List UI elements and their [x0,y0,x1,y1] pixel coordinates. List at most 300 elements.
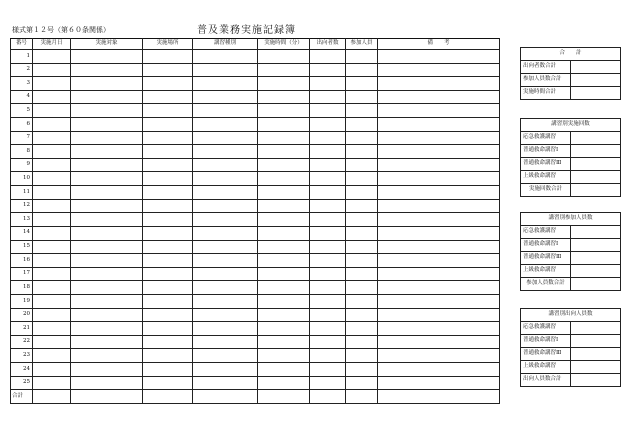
entry-cell[interactable] [346,186,378,200]
entry-cell[interactable] [346,226,378,240]
column-header: 講習種別 [193,39,258,50]
entry-cell[interactable] [71,131,143,145]
course-participants-value-cell[interactable] [571,252,621,265]
entry-cell[interactable] [378,131,500,145]
column-header: 実施対象 [71,39,143,50]
course-participants-total-cell[interactable] [571,278,621,291]
entry-cell[interactable] [310,281,346,295]
entry-cell[interactable] [143,50,193,64]
column-header: 実施月日 [33,39,71,50]
table-row [11,308,500,322]
table-row [11,363,500,377]
entry-cell[interactable] [33,322,71,336]
entry-cell[interactable] [258,90,310,104]
entry-cell[interactable] [143,267,193,281]
entry-cell[interactable] [71,349,143,363]
entry-cell[interactable] [258,118,310,132]
summary-value-cell[interactable] [571,61,621,74]
entry-cell[interactable] [378,77,500,91]
entry-cell[interactable] [258,363,310,377]
summary-title: 合 計 [521,48,621,61]
course-staff-value-cell[interactable] [571,335,621,348]
course-count-value-cell[interactable] [571,132,621,145]
entry-cell[interactable] [193,294,258,308]
row-number: 21 [11,322,33,336]
row-number: 4 [11,90,33,104]
entry-cell[interactable] [71,77,143,91]
table-row [11,226,500,240]
course-count-title: 講習別実施回数 [521,119,621,132]
entry-cell[interactable] [33,172,71,186]
summary-label: 参加人員数合計 [521,74,571,87]
table-row [11,294,500,308]
entry-cell[interactable] [143,63,193,77]
entry-cell[interactable] [143,240,193,254]
entry-cell[interactable] [71,294,143,308]
entry-cell[interactable] [33,308,71,322]
entry-cell[interactable] [71,267,143,281]
entry-cell[interactable] [378,90,500,104]
entry-cell[interactable] [310,376,346,390]
column-header: 実施場所 [143,39,193,50]
row-number: 16 [11,254,33,268]
entry-cell[interactable] [71,226,143,240]
entry-cell[interactable] [33,390,71,404]
entry-cell[interactable] [258,254,310,268]
entry-cell[interactable] [143,145,193,159]
table-row [11,199,500,213]
entry-cell[interactable] [143,363,193,377]
entry-cell[interactable] [346,322,378,336]
entry-cell[interactable] [258,335,310,349]
entry-cell[interactable] [346,104,378,118]
entry-cell[interactable] [193,226,258,240]
entry-cell[interactable] [310,390,346,404]
entry-cell[interactable] [33,376,71,390]
total-row [11,390,500,404]
total-label: 合計 [11,390,33,404]
entry-cell[interactable] [258,281,310,295]
entry-cell[interactable] [258,308,310,322]
course-participants-value-cell[interactable] [571,226,621,239]
entry-cell[interactable] [33,294,71,308]
entry-cell[interactable] [258,226,310,240]
table-row [11,240,500,254]
entry-cell[interactable] [33,226,71,240]
course-staff-title: 講習別出向人員数 [521,309,621,322]
entry-cell[interactable] [71,90,143,104]
entry-cell[interactable] [258,131,310,145]
entry-cell[interactable] [378,267,500,281]
entry-cell[interactable] [346,172,378,186]
row-number: 14 [11,226,33,240]
table-row [11,63,500,77]
entry-cell[interactable] [310,240,346,254]
entry-cell[interactable] [193,376,258,390]
table-row [11,158,500,172]
entry-cell[interactable] [378,50,500,64]
entry-cell[interactable] [346,63,378,77]
entry-cell[interactable] [258,294,310,308]
entry-cell[interactable] [378,158,500,172]
row-number: 1 [11,50,33,64]
entry-cell[interactable] [33,50,71,64]
entry-cell[interactable] [310,90,346,104]
entry-cell[interactable] [310,322,346,336]
row-number: 10 [11,172,33,186]
entry-cell[interactable] [33,213,71,227]
row-number: 20 [11,308,33,322]
course-participants-label: 応急救護講習 [521,226,571,239]
entry-cell[interactable] [71,308,143,322]
entry-cell[interactable] [193,172,258,186]
entry-cell[interactable] [143,90,193,104]
table-row [11,349,500,363]
entry-cell[interactable] [71,172,143,186]
course-count-total-cell[interactable] [571,184,621,197]
entry-cell[interactable] [346,363,378,377]
entry-cell[interactable] [378,145,500,159]
entry-cell[interactable] [310,186,346,200]
entry-cell[interactable] [193,322,258,336]
entry-cell[interactable] [193,145,258,159]
entry-cell[interactable] [310,294,346,308]
entry-cell[interactable] [193,118,258,132]
entry-cell[interactable] [33,349,71,363]
entry-cell[interactable] [71,145,143,159]
entry-cell[interactable] [33,118,71,132]
row-number: 22 [11,335,33,349]
row-number: 3 [11,77,33,91]
entry-cell[interactable] [310,254,346,268]
entry-cell[interactable] [378,376,500,390]
row-number: 9 [11,158,33,172]
form-number: 様式第１２号（第６０条関係） [12,26,110,34]
entry-cell[interactable] [310,77,346,91]
entry-cell[interactable] [71,118,143,132]
entry-cell[interactable] [143,199,193,213]
entry-cell[interactable] [193,240,258,254]
table-row [11,335,500,349]
entry-cell[interactable] [258,158,310,172]
course-staff-value-cell[interactable] [571,361,621,374]
entry-cell[interactable] [143,172,193,186]
entry-cell[interactable] [71,158,143,172]
entry-cell[interactable] [193,267,258,281]
row-number: 15 [11,240,33,254]
entry-cell[interactable] [346,390,378,404]
course-count-table [520,118,621,197]
entry-cell[interactable] [33,335,71,349]
course-participants-title: 講習別参加人員数 [521,213,621,226]
row-number: 5 [11,104,33,118]
entry-cell[interactable] [33,90,71,104]
entry-cell[interactable] [310,63,346,77]
entry-cell[interactable] [143,376,193,390]
entry-cell[interactable] [193,335,258,349]
entry-cell[interactable] [33,104,71,118]
entry-cell[interactable] [346,267,378,281]
row-number: 2 [11,63,33,77]
entry-cell[interactable] [71,390,143,404]
entry-cell[interactable] [346,118,378,132]
entry-cell[interactable] [193,63,258,77]
entry-cell[interactable] [346,240,378,254]
course-count-value-cell[interactable] [571,158,621,171]
entry-cell[interactable] [310,199,346,213]
entry-cell[interactable] [258,172,310,186]
entry-cell[interactable] [258,77,310,91]
entry-cell[interactable] [258,267,310,281]
entry-cell[interactable] [71,50,143,64]
entry-cell[interactable] [378,63,500,77]
course-participants-value-cell[interactable] [571,239,621,252]
entry-cell[interactable] [346,349,378,363]
column-header: 備 考 [378,39,500,50]
entry-cell[interactable] [33,186,71,200]
entry-cell[interactable] [33,267,71,281]
entry-cell[interactable] [193,349,258,363]
summary-value-cell[interactable] [571,87,621,100]
entry-cell[interactable] [33,199,71,213]
entry-cell[interactable] [33,158,71,172]
entry-cell[interactable] [258,349,310,363]
entry-cell[interactable] [193,90,258,104]
entry-cell[interactable] [143,335,193,349]
entry-cell[interactable] [346,281,378,295]
entry-cell[interactable] [378,254,500,268]
table-row [11,376,500,390]
entry-cell[interactable] [33,281,71,295]
row-number: 6 [11,118,33,132]
entry-cell[interactable] [378,308,500,322]
entry-cell[interactable] [71,240,143,254]
entry-cell[interactable] [258,104,310,118]
entry-cell[interactable] [346,294,378,308]
entry-cell[interactable] [378,118,500,132]
entry-cell[interactable] [346,254,378,268]
entry-cell[interactable] [71,363,143,377]
entry-cell[interactable] [258,145,310,159]
entry-cell[interactable] [143,104,193,118]
course-count-value-cell[interactable] [571,145,621,158]
summary-table [520,47,621,100]
entry-cell[interactable] [71,63,143,77]
row-number: 7 [11,131,33,145]
entry-cell[interactable] [71,213,143,227]
entry-cell[interactable] [33,131,71,145]
entry-cell[interactable] [143,390,193,404]
entry-cell[interactable] [143,349,193,363]
entry-cell[interactable] [71,186,143,200]
entry-cell[interactable] [71,281,143,295]
entry-cell[interactable] [143,294,193,308]
entry-cell[interactable] [310,50,346,64]
entry-cell[interactable] [378,349,500,363]
entry-cell[interactable] [258,376,310,390]
row-number: 24 [11,363,33,377]
entry-cell[interactable] [258,186,310,200]
row-number: 11 [11,186,33,200]
entry-cell[interactable] [378,281,500,295]
row-number: 17 [11,267,33,281]
entry-cell[interactable] [378,226,500,240]
entry-cell[interactable] [33,240,71,254]
table-row [11,131,500,145]
row-number: 25 [11,376,33,390]
entry-cell[interactable] [310,158,346,172]
entry-cell[interactable] [378,390,500,404]
column-header: 出向者数 [310,39,346,50]
course-staff-value-cell[interactable] [571,348,621,361]
entry-cell[interactable] [258,322,310,336]
entry-cell[interactable] [310,363,346,377]
entry-cell[interactable] [310,267,346,281]
entry-cell[interactable] [143,281,193,295]
course-staff-label: 上級救命講習 [521,361,571,374]
entry-cell[interactable] [310,104,346,118]
entry-cell[interactable] [378,199,500,213]
entry-cell[interactable] [378,240,500,254]
entry-cell[interactable] [143,308,193,322]
entry-cell[interactable] [346,145,378,159]
entry-cell[interactable] [258,50,310,64]
entry-cell[interactable] [193,131,258,145]
row-number: 23 [11,349,33,363]
entry-cell[interactable] [378,363,500,377]
entry-cell[interactable] [193,390,258,404]
entry-cell[interactable] [310,335,346,349]
table-row [11,267,500,281]
entry-cell[interactable] [346,90,378,104]
entry-cell[interactable] [143,77,193,91]
entry-cell[interactable] [33,63,71,77]
course-staff-total-label: 出向人員数合計 [521,374,571,387]
table-row [11,104,500,118]
entry-cell[interactable] [310,131,346,145]
course-participants-label: 上級救命講習 [521,265,571,278]
table-header-row [11,39,500,50]
entry-cell[interactable] [71,254,143,268]
entry-cell[interactable] [71,322,143,336]
entry-cell[interactable] [193,77,258,91]
entry-cell[interactable] [310,172,346,186]
entry-cell[interactable] [143,213,193,227]
page-title: 普及業務実施記録簿 [197,25,296,36]
column-header: 参加人員 [346,39,378,50]
entry-cell[interactable] [193,308,258,322]
table-row [11,254,500,268]
table-row [11,186,500,200]
entry-cell[interactable] [378,213,500,227]
entry-cell[interactable] [71,376,143,390]
entry-cell[interactable] [378,335,500,349]
course-staff-label: 応急救護講習 [521,322,571,335]
column-header: 実施時間（分） [258,39,310,50]
entry-cell[interactable] [193,158,258,172]
entry-cell[interactable] [193,363,258,377]
summary-value-cell[interactable] [571,74,621,87]
entry-cell[interactable] [71,104,143,118]
entry-cell[interactable] [193,50,258,64]
entry-cell[interactable] [346,50,378,64]
entry-cell[interactable] [346,335,378,349]
table-row [11,213,500,227]
entry-cell[interactable] [143,118,193,132]
entry-cell[interactable] [378,104,500,118]
entry-cell[interactable] [143,226,193,240]
entry-cell[interactable] [258,213,310,227]
entry-cell[interactable] [310,145,346,159]
entry-cell[interactable] [346,77,378,91]
entry-cell[interactable] [193,199,258,213]
entry-cell[interactable] [143,158,193,172]
table-row [11,118,500,132]
entry-cell[interactable] [193,104,258,118]
entry-cell[interactable] [33,145,71,159]
row-number: 12 [11,199,33,213]
course-participants-value-cell[interactable] [571,265,621,278]
course-participants-label: 普通救命講習Ⅰ [521,239,571,252]
entry-cell[interactable] [378,186,500,200]
course-count-label: 普通救命講習Ⅰ [521,145,571,158]
entry-cell[interactable] [143,322,193,336]
entry-cell[interactable] [378,322,500,336]
course-staff-label: 普通救命講習Ⅲ [521,348,571,361]
entry-cell[interactable] [193,186,258,200]
entry-cell[interactable] [378,172,500,186]
entry-cell[interactable] [346,199,378,213]
entry-cell[interactable] [193,213,258,227]
summary-label: 実施時間合計 [521,87,571,100]
course-staff-table [520,308,621,387]
entry-cell[interactable] [33,77,71,91]
entry-cell[interactable] [310,118,346,132]
entry-cell[interactable] [258,390,310,404]
entry-cell[interactable] [33,254,71,268]
entry-cell[interactable] [378,294,500,308]
entry-cell[interactable] [346,131,378,145]
entry-cell[interactable] [346,213,378,227]
course-staff-value-cell[interactable] [571,322,621,335]
entry-cell[interactable] [193,254,258,268]
entry-cell[interactable] [258,199,310,213]
row-number: 19 [11,294,33,308]
course-count-value-cell[interactable] [571,171,621,184]
entry-cell[interactable] [258,240,310,254]
summary-label: 出向者数合計 [521,61,571,74]
entry-cell[interactable] [143,186,193,200]
entry-cell[interactable] [310,308,346,322]
entry-cell[interactable] [143,254,193,268]
entry-cell[interactable] [346,308,378,322]
entry-cell[interactable] [193,281,258,295]
entry-cell[interactable] [346,376,378,390]
entry-cell[interactable] [33,363,71,377]
table-row [11,172,500,186]
entry-cell[interactable] [346,158,378,172]
entry-cell[interactable] [310,213,346,227]
entry-cell[interactable] [71,335,143,349]
entry-cell[interactable] [258,63,310,77]
entry-cell[interactable] [143,131,193,145]
column-header: 番号 [11,39,33,50]
course-count-label: 応急救護講習 [521,132,571,145]
course-staff-total-cell[interactable] [571,374,621,387]
entry-cell[interactable] [310,349,346,363]
entry-cell[interactable] [71,199,143,213]
entry-cell[interactable] [310,226,346,240]
